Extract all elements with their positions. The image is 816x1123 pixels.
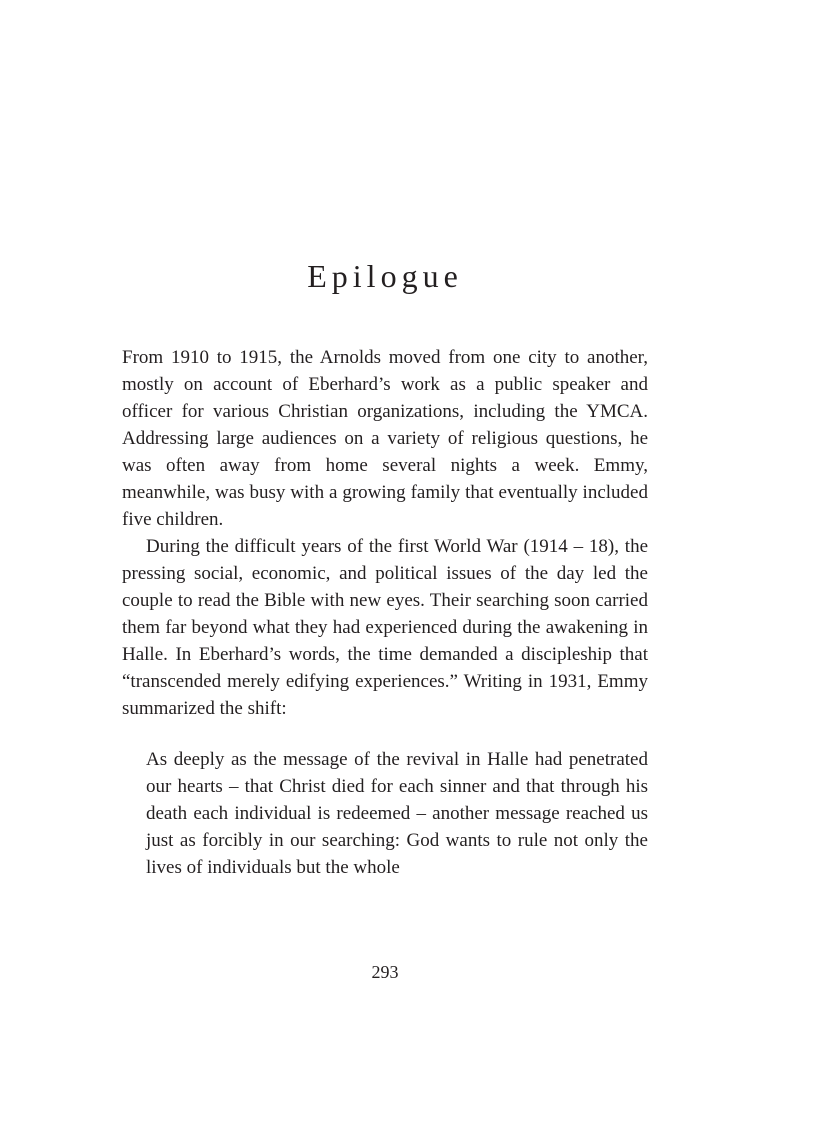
body-text xyxy=(122,344,648,722)
block-quote: As deeply as the message of the revival in Halle had penetrated our hearts – that Christ died for each sinner and that through his death each individual is redeemed – another message reached us just as forcibly in our searching: God wants to rule not only the lives of individuals but the whole xyxy=(146,749,648,878)
page-number: 293 xyxy=(371,962,399,982)
paragraph-2: During the difficult years of the first World War (1914 – 18), the pressing social, economic, and political issues of the day led the couple to read the Bible with new eyes. Their searching soon carried them far beyond what they had experienced during the awakening in Halle. In Eberhard’s words, the time demanded a discipleship that “transcended merely edifying experiences.” Writing in 1931, Emmy summarized the shift: xyxy=(122,536,648,719)
paragraph-1: From 1910 to 1915, the Arnolds moved from one city to another, mostly on account of Eberhard’s work as a public speaker and officer for various Christian organizations, including the YMCA. Addressing large audiences on a variety of religious questions, he was often away from home several nights a week. Emmy, meanwhile, was busy with a growing family that eventually included five children. xyxy=(122,347,648,530)
chapter-title: Epilogue xyxy=(307,258,463,294)
